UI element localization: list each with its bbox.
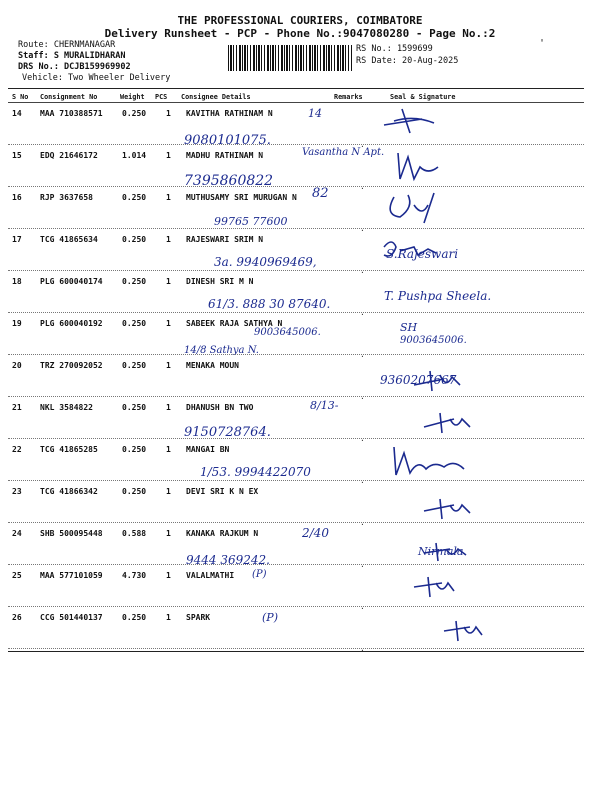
cell-pcs: 1	[166, 319, 171, 328]
handwritten-note: 1/53. 9994422070	[200, 465, 311, 479]
cell-consignee: MANGAI BN	[186, 445, 230, 454]
rs-date: RS Date: 20-Aug-2025	[356, 56, 459, 66]
cell-sno: 15	[12, 151, 22, 160]
row-dot: .	[360, 182, 365, 191]
cell-sno: 17	[12, 235, 22, 244]
cell-sno: 20	[12, 361, 22, 370]
handwritten-note: 14	[308, 107, 322, 120]
signature-scribble	[390, 193, 434, 223]
handwritten-note: Vasantha N Apt.	[302, 147, 385, 158]
row-dot: .	[360, 224, 365, 233]
cell-consignment: SHB 500095448	[40, 529, 103, 538]
signature-scribble	[414, 577, 454, 597]
staff-label: Staff: S MURALIDHARAN	[18, 51, 126, 61]
signature-scribble	[398, 153, 438, 179]
cell-sno: 23	[12, 487, 22, 496]
cell-pcs: 1	[166, 193, 171, 202]
cell-consignment: TCG 41866342	[40, 487, 98, 496]
cell-consignee: MUTHUSAMY SRI MURUGAN N	[186, 193, 297, 202]
cell-sno: 26	[12, 613, 22, 622]
cell-pcs: 1	[166, 151, 171, 160]
cell-consignment: CCG 501440137	[40, 613, 103, 622]
cell-consignment: TCG 41865634	[40, 235, 98, 244]
signature-note: S.Rajeswari	[386, 247, 459, 261]
row-dot: .	[360, 350, 365, 359]
col-header-weight: Weight	[120, 93, 145, 101]
cell-weight: 0.250	[122, 487, 147, 496]
row-dot: .	[360, 476, 365, 485]
cell-consignee: VALALMATHI	[186, 571, 235, 580]
cell-weight: 0.250	[122, 319, 147, 328]
runsheet-table	[8, 88, 584, 652]
document-title: THE PROFESSIONAL COURIERS, COIMBATORE	[177, 14, 423, 27]
row-dot: .	[360, 266, 365, 275]
cell-consignee: DINESH SRI M N	[186, 277, 254, 286]
handwritten-note: 9080101075.	[184, 133, 271, 148]
handwritten-note: (P)	[262, 611, 278, 624]
handwritten-note: 3a. 9940969469,	[214, 255, 317, 269]
handwritten-note: 9003645006.	[254, 327, 321, 338]
cell-pcs: 1	[166, 445, 171, 454]
cell-consignee: DEVI SRI K N EX	[186, 487, 259, 496]
cell-weight: 0.250	[122, 277, 147, 286]
cell-consignee: RAJESWARI SRIM N	[186, 235, 264, 244]
signature-note: 9003645006.	[400, 335, 467, 346]
handwritten-note: 8/13-	[310, 399, 339, 412]
cell-weight: 0.250	[122, 235, 147, 244]
drs-label: DRS No.: DCJB159969902	[18, 62, 131, 72]
stray-mark: '	[539, 38, 546, 49]
col-header-consignment: Consignment No	[40, 93, 98, 101]
row-dot: .	[360, 434, 365, 443]
row-dot: .	[360, 602, 365, 611]
cell-consignment: PLG 600040192	[40, 319, 103, 328]
cell-consignment: TCG 41865285	[40, 445, 98, 454]
handwritten-note: 2/40	[302, 526, 329, 540]
cell-consignment: EDQ 21646172	[40, 151, 98, 160]
row-dot: .	[360, 518, 365, 527]
cell-weight: 0.250	[122, 193, 147, 202]
cell-weight: 0.250	[122, 361, 147, 370]
cell-consignment: RJP 3637658	[40, 193, 93, 202]
cell-sno: 22	[12, 445, 22, 454]
row-dot: .	[360, 308, 365, 317]
col-header-remarks: Remarks	[334, 93, 363, 101]
row-dot: .	[360, 560, 365, 569]
signature-note: T. Pushpa Sheela.	[384, 289, 492, 303]
document-subtitle: Delivery Runsheet - PCP - Phone No.:9047080280 - Page No.:2	[104, 27, 496, 40]
cell-pcs: 1	[166, 109, 171, 118]
cell-sno: 19	[12, 319, 22, 328]
cell-weight: 0.250	[122, 403, 147, 412]
handwritten-note: (P)	[252, 569, 267, 580]
col-header-pcs: PCS	[155, 93, 168, 101]
cell-sno: 16	[12, 193, 22, 202]
cell-weight: 0.250	[122, 445, 147, 454]
cell-consignment: TRZ 270092052	[40, 361, 103, 370]
vehicle-label: Vehicle: Two Wheeler Delivery	[22, 73, 171, 83]
handwritten-note: 14/8 Sathya N.	[184, 345, 259, 356]
cell-consignment: NKL 3584822	[40, 403, 93, 412]
barcode	[228, 45, 352, 71]
signature-note: Nirmala	[418, 545, 464, 558]
cell-consignment: MAA 710388571	[40, 109, 103, 118]
cell-consignee: MADHU RATHINAM N	[186, 151, 264, 160]
cell-pcs: 1	[166, 235, 171, 244]
cell-weight: 1.014	[122, 151, 147, 160]
route-label: Route: CHERNMANAGAR	[18, 40, 116, 50]
handwritten-note: 9444 369242.	[186, 553, 270, 567]
cell-sno: 21	[12, 403, 22, 412]
cell-consignee: KANAKA RAJKUM N	[186, 529, 259, 538]
cell-sno: 14	[12, 109, 22, 118]
cell-weight: 4.730	[122, 571, 147, 580]
signature-scribble	[444, 621, 482, 641]
cell-consignment: MAA 577101059	[40, 571, 103, 580]
cell-weight: 0.588	[122, 529, 147, 538]
cell-sno: 24	[12, 529, 22, 538]
row-dot: .	[360, 140, 365, 149]
row-dot: .	[360, 644, 365, 653]
cell-pcs: 1	[166, 277, 171, 286]
cell-consignee: SPARK	[186, 613, 211, 622]
cell-pcs: 1	[166, 613, 171, 622]
handwritten-note: 99765 77600	[214, 215, 288, 228]
row-dot: .	[360, 392, 365, 401]
cell-pcs: 1	[166, 487, 171, 496]
col-header-seal: Seal & Signature	[390, 93, 456, 101]
signature-note: SH	[400, 321, 418, 334]
cell-consignee: SABEEK RAJA SATHYA N	[186, 319, 283, 328]
signature-scribble	[384, 109, 434, 133]
rs-number: RS No.: 1599699	[356, 44, 433, 54]
col-header-consignee: Consignee Details	[181, 93, 251, 101]
handwritten-note: 7395860822	[184, 173, 274, 189]
handwritten-note: 61/3. 888 30 87640.	[208, 297, 331, 311]
cell-pcs: 1	[166, 571, 171, 580]
cell-pcs: 1	[166, 361, 171, 370]
handwritten-note: 9150728764.	[184, 425, 271, 440]
signature-note: 9360207667	[380, 373, 457, 387]
cell-consignment: PLG 600040174	[40, 277, 103, 286]
signature-scribble	[424, 413, 470, 433]
signature-scribble	[394, 447, 464, 475]
cell-sno: 18	[12, 277, 22, 286]
cell-consignee: DHANUSH BN TWO	[186, 403, 254, 412]
cell-consignee: KAVITHA RATHINAM N	[186, 109, 273, 118]
cell-weight: 0.250	[122, 613, 147, 622]
cell-sno: 25	[12, 571, 22, 580]
handwritten-note: 82	[312, 186, 329, 201]
cell-consignee: MENAKA MOUN	[186, 361, 239, 370]
col-header-sno: S No	[12, 93, 29, 101]
cell-pcs: 1	[166, 403, 171, 412]
signature-scribble	[424, 499, 470, 519]
cell-weight: 0.250	[122, 109, 147, 118]
cell-pcs: 1	[166, 529, 171, 538]
